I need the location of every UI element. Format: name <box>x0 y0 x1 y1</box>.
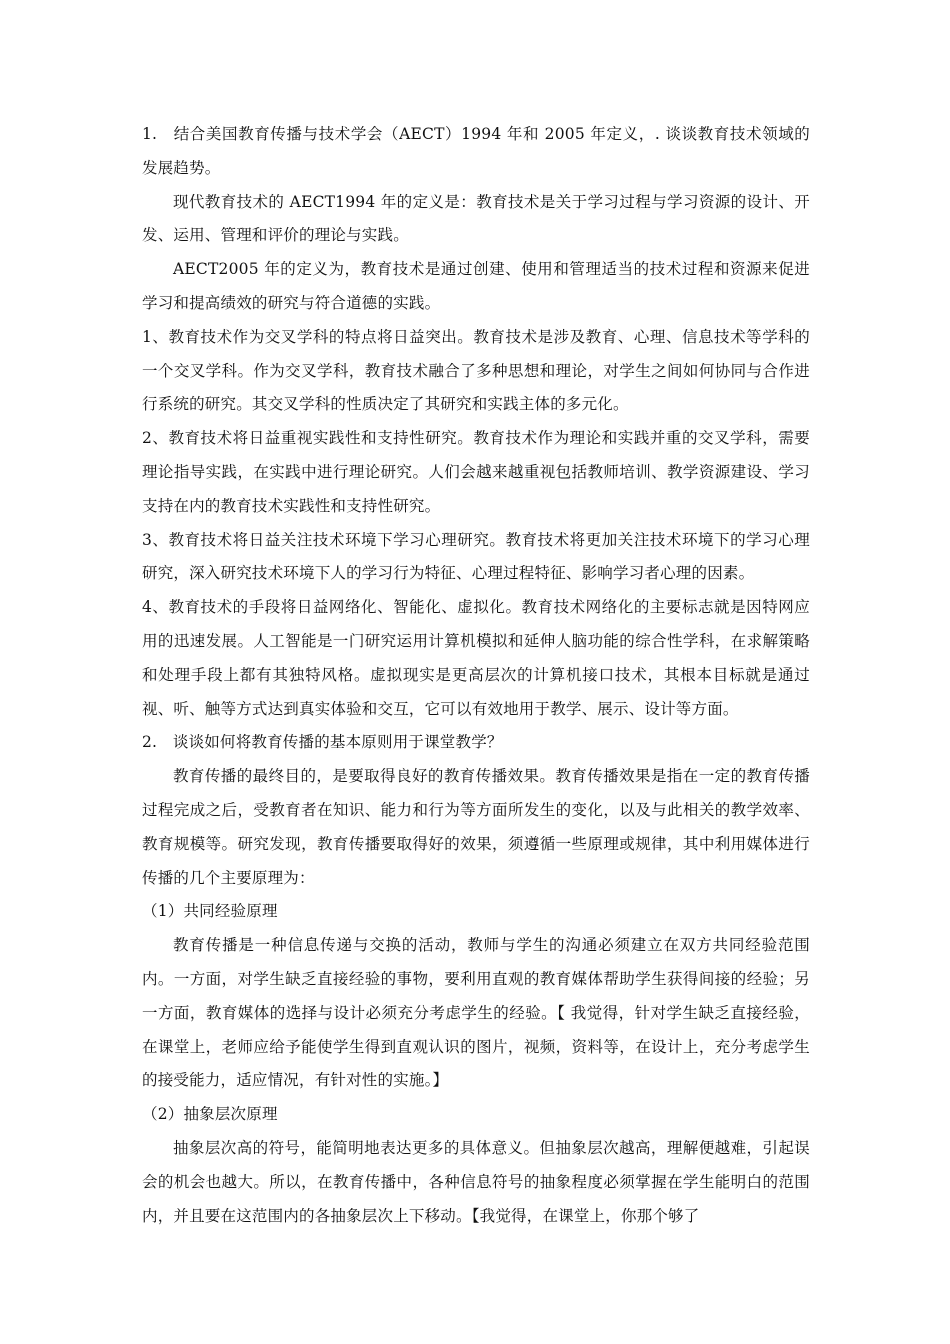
document-body <box>142 118 810 1233</box>
paragraph-common-experience: 教育传播是一种信息传递与交换的活动，教师与学生的沟通必须建立在双方共同经验范围内。一方面，对学生缺乏直接经验的事物，要利用直观的教育媒体帮助学生获得间接的经验；另一方面，教育媒体的选择与设计必须充分考虑学生的经验。【 我觉得，针对学生缺乏直接经验，在课堂上，老师应给予能使学生得到直观认识的图片，视频，资料等，在设计上，充分考虑学生的接受能力，适应情况，有针对性的实施。】 <box>142 936 810 1090</box>
heading-common-experience: （1）共同经验原理 <box>142 902 278 921</box>
paragraph-q1-title: 1. 结合美国教育传播与技术学会（AECT）1994 年和 2005 年定义，. 谈谈教育技术领域的发展趋势。 <box>142 125 810 177</box>
paragraph-trend-1: 1、教育技术作为交叉学科的特点将日益突出。教育技术是涉及教育、心理、信息技术等学科的一个交叉学科。作为交叉学科，教育技术融合了多种思想和理论，对学生之间如何协同与合作进行系统的研究。其交叉学科的性质决定了其研究和实践主体的多元化。 <box>142 327 810 414</box>
paragraph-aect1994: 现代教育技术的 AECT1994 年的定义是：教育技术是关于学习过程与学习资源的设计、开发、运用、管理和评价的理论与实践。 <box>142 192 810 245</box>
paragraph-aect2005: AECT2005 年的定义为，教育技术是通过创建、使用和管理适当的技术过程和资源来促进学习和提高绩效的研究与符合道德的实践。 <box>142 260 810 312</box>
paragraph-abstraction-level: 抽象层次高的符号，能简明地表达更多的具体意义。但抽象层次越高，理解便越难，引起误会的机会也越大。所以，在教育传播中，各种信息符号的抽象程度必须掌握在学生能明白的范围内，并且要在这范围内的各抽象层次上下移动。【我觉得，在课堂上，你那个够了 <box>142 1138 810 1225</box>
paragraph-q2-intro: 教育传播的最终目的，是要取得良好的教育传播效果。教育传播效果是指在一定的教育传播过程完成之后，受教育者在知识、能力和行为等方面所发生的变化，以及与此相关的教学效率、教育规模等。研究发现，教育传播要取得好的效果，须遵循一些原理或规律，其中利用媒体进行传播的几个主要原理为： <box>142 767 810 887</box>
paragraph-trend-4: 4、教育技术的手段将日益网络化、智能化、虚拟化。教育技术网络化的主要标志就是因特网应用的迅速发展。人工智能是一门研究运用计算机模拟和延伸人脑功能的综合性学科，在求解策略和处理手段上都有其独特风格。虚拟现实是更高层次的计算机接口技术，其根本目标就是通过视、听、触等方式达到真实体验和交互，它可以有效地用于教学、展示、设计等方面。 <box>142 598 810 718</box>
paragraph-q2-title: 2. 谈谈如何将教育传播的基本原则用于课堂教学？ <box>142 733 503 752</box>
heading-abstraction-level: （2）抽象层次原理 <box>142 1105 278 1124</box>
paragraph-trend-3: 3、教育技术将日益关注技术环境下学习心理研究。教育技术将更加关注技术环境下的学习心理研究，深入研究技术环境下人的学习行为特征、心理过程特征、影响学习者心理的因素。 <box>142 530 810 583</box>
paragraph-trend-2: 2、教育技术将日益重视实践性和支持性研究。教育技术作为理论和实践并重的交叉学科，需要理论指导实践，在实践中进行理论研究。人们会越来越重视包括教师培训、教学资源建设、学习支持在内的教育技术实践性和支持性研究。 <box>142 429 810 515</box>
